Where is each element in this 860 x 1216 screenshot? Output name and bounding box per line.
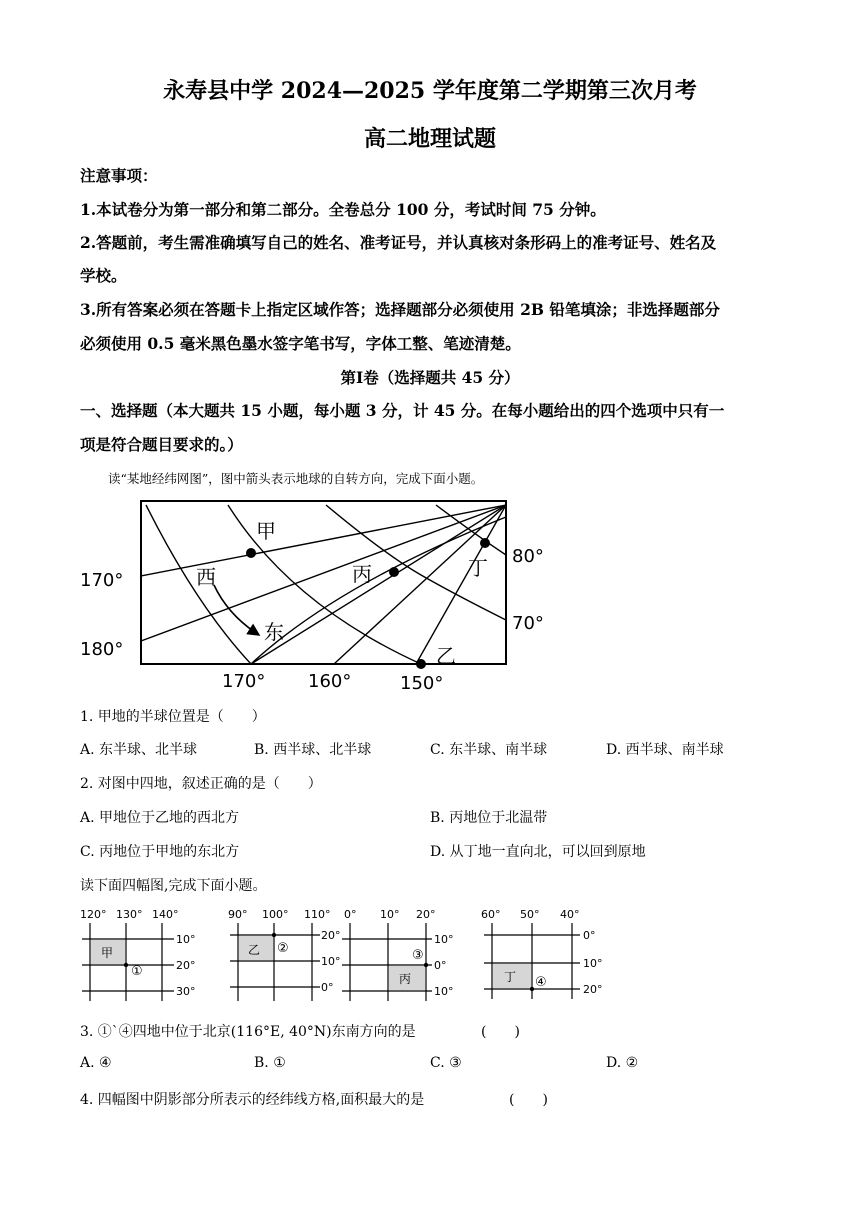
q4-answer-paren: ( ) xyxy=(509,1092,548,1108)
label-ding: 丁 xyxy=(468,556,488,580)
map3-lat-1: 10° xyxy=(434,933,454,946)
notice-item-3-line1: 3.所有答案必须在答题卡上指定区域作答；选择题部分必须使用 2B 铅笔填涂；非选择题部分 xyxy=(80,300,720,319)
map4-lon-3: 40° xyxy=(560,908,580,921)
map1-lat-1: 10° xyxy=(176,933,196,946)
point-ding xyxy=(480,538,490,548)
q1-stem: 1. 甲地的半球位置是（ ） xyxy=(80,709,266,725)
map2-point-dot xyxy=(272,933,276,937)
map1-place: 甲 xyxy=(101,946,114,960)
q2-option-b[interactable]: B. 丙地位于北温带 xyxy=(430,810,548,826)
map4-lon-2: 50° xyxy=(520,908,540,921)
map1-lat-3: 30° xyxy=(176,985,196,998)
map2-lat-2: 10° xyxy=(321,955,341,968)
four-grids-figure xyxy=(76,903,616,1008)
map1-lon-2: 130° xyxy=(116,908,143,921)
notice-item-2-line2: 学校。 xyxy=(80,266,127,285)
section-instruction-line1: 一、选择题（本大题共 15 小题，每小题 3 分，计 45 分。在每小题给出的四个选项中只有一 xyxy=(80,401,725,420)
label-xi: 西 xyxy=(196,565,216,589)
q2-option-a[interactable]: A. 甲地位于乙地的西北方 xyxy=(80,810,240,826)
label-lon-170-left: 170° xyxy=(80,570,124,591)
q3-stem: 3. ①`④四地中位于北京(116°E, 40°N)东南方向的是 xyxy=(80,1024,416,1040)
map4-lat-3: 20° xyxy=(583,983,603,996)
section-instruction-line2: 项是符合题目要求的。） xyxy=(80,435,243,454)
q4-stem: 4. 四幅图中阴影部分所表示的经纬线方格,面积最大的是 xyxy=(80,1092,425,1108)
graticule-figure xyxy=(76,495,566,695)
q2-option-d[interactable]: D. 从丁地一直向北，可以回到原地 xyxy=(430,844,646,860)
point-bing xyxy=(389,567,399,577)
map1-lon-3: 140° xyxy=(152,908,179,921)
notice-item-1: 1.本试卷分为第一部分和第二部分。全卷总分 100 分，考试时间 75 分钟。 xyxy=(80,200,606,219)
map1-lon-1: 120° xyxy=(80,908,107,921)
map3-place: 丙 xyxy=(399,972,412,986)
exam-subtitle: 高二地理试题 xyxy=(363,126,496,152)
point-jia xyxy=(246,548,256,558)
map3-lon-3: 20° xyxy=(416,908,436,921)
label-yi: 乙 xyxy=(436,644,456,668)
map1-point-label: ① xyxy=(131,964,143,979)
map1-point-dot xyxy=(124,963,128,967)
map3-lon-2: 10° xyxy=(380,908,400,921)
notice-heading: 注意事项： xyxy=(80,166,158,185)
figure2-intro: 读下面四幅图,完成下面小题。 xyxy=(80,878,267,894)
map4-place: 丁 xyxy=(504,970,517,984)
q1-option-d[interactable]: D. 西半球、南半球 xyxy=(606,742,724,758)
label-lat-80: 80° xyxy=(512,546,544,567)
point-yi xyxy=(416,659,426,669)
map4-point-dot xyxy=(530,987,534,991)
map2-lat-3: 0° xyxy=(321,981,334,994)
map2-lon-2: 100° xyxy=(262,908,289,921)
map4-lon-1: 60° xyxy=(481,908,501,921)
q3-option-b[interactable]: B. ① xyxy=(254,1055,286,1071)
map3-point-label: ③ xyxy=(412,948,424,963)
map2-lon-1: 90° xyxy=(228,908,248,921)
q1-option-c[interactable]: C. 东半球、南半球 xyxy=(430,742,548,758)
meridian-150 xyxy=(416,505,506,664)
label-lon-180-left: 180° xyxy=(80,639,124,660)
q3-option-c[interactable]: C. ③ xyxy=(430,1055,462,1071)
map4-lat-2: 10° xyxy=(583,957,603,970)
map2-place: 乙 xyxy=(248,943,261,957)
map4-lat-1: 0° xyxy=(583,929,596,942)
map3-lat-2: 0° xyxy=(434,959,447,972)
map3-lat-3: 10° xyxy=(434,985,454,998)
notice-item-2-line1: 2.答题前，考生需准确填写自己的姓名、准考证号，并认真核对条形码上的准考证号、姓名及 xyxy=(80,233,717,252)
map3-point-dot xyxy=(424,963,428,967)
q3-answer-paren: ( ) xyxy=(481,1024,520,1040)
section-title: 第Ⅰ卷（选择题共 45 分） xyxy=(340,368,520,387)
exam-title: 永寿县中学 2024—2025 学年度第二学期第三次月考 xyxy=(163,78,697,104)
map3-lon-1: 0° xyxy=(344,908,357,921)
q1-option-a[interactable]: A. 东半球、北半球 xyxy=(80,742,198,758)
q2-stem: 2. 对图中四地，叙述正确的是（ ） xyxy=(80,776,322,792)
map2-point-label: ② xyxy=(277,941,289,956)
notice-item-3-line2: 必须使用 0.5 毫米黑色墨水签字笔书写，字体工整、笔迹清楚。 xyxy=(80,334,521,353)
map2-lon-3: 110° xyxy=(304,908,331,921)
label-lon-160-bottom: 160° xyxy=(308,671,352,692)
label-bing: 丙 xyxy=(352,562,372,586)
map2-lat-1: 20° xyxy=(321,929,341,942)
label-lon-150-bottom: 150° xyxy=(400,673,444,694)
label-lon-170-bottom: 170° xyxy=(222,671,266,692)
q3-option-d[interactable]: D. ② xyxy=(606,1055,639,1071)
map1-lat-2: 20° xyxy=(176,959,196,972)
label-dong: 东 xyxy=(264,620,284,644)
map4-point-label: ④ xyxy=(535,975,547,990)
label-lat-70: 70° xyxy=(512,613,544,634)
label-jia: 甲 xyxy=(256,519,276,543)
q1-option-b[interactable]: B. 西半球、北半球 xyxy=(254,742,372,758)
figure1-intro: 读“某地经纬网图”，图中箭头表示地球的自转方向，完成下面小题。 xyxy=(108,471,484,486)
q3-option-a[interactable]: A. ④ xyxy=(80,1055,112,1071)
q2-option-c[interactable]: C. 丙地位于甲地的东北方 xyxy=(80,844,240,860)
